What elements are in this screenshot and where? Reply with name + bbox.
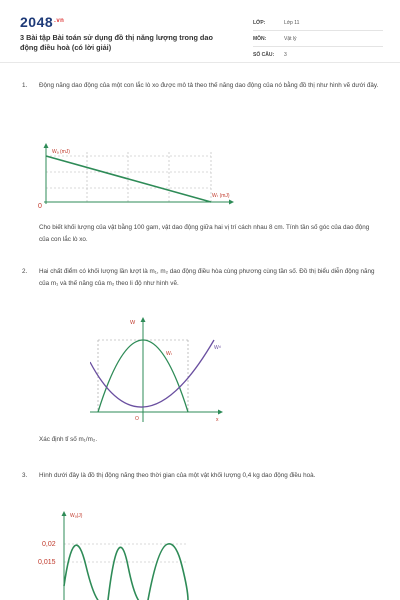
question-number: 3. [22, 472, 28, 479]
y-tick-label-2: 0,015 [38, 559, 56, 566]
x-axis-arrow [218, 410, 223, 415]
x-axis-arrow [229, 200, 234, 205]
page-title: 3 Bài tập Bài toán sử dụng đồ thị năng lượng trong dao động điều hoà (có lời giải) [20, 33, 213, 52]
potential-energy-curve [90, 340, 214, 407]
x-axis-label: Wₜ (mJ) [212, 193, 230, 199]
meta-row-count: SỐ CÂU: 3 [253, 47, 383, 63]
x-axis-label: x [216, 417, 219, 423]
kinetic-energy-time-curve [64, 544, 188, 600]
origin-label: O [135, 416, 139, 422]
question-number: 1. [22, 82, 28, 89]
question-text: Hình dưới đây là đồ thị động năng theo thời gian của một vật khối lượng 0,4 kg dao động điều hoà. [39, 472, 316, 479]
origin-label: 0 [38, 203, 42, 210]
question-2-followup: Xác định tỉ số m₁/m₂. [39, 436, 98, 443]
question-1-figure [36, 142, 236, 212]
energy-line [46, 156, 211, 202]
y-axis-label: Wₐ(J) [70, 513, 83, 519]
question-2-figure [90, 312, 240, 427]
y-axis-arrow [141, 317, 146, 322]
meta-row-subject: MÔN: Vật lý [253, 31, 383, 47]
meta-row-class: LỚP: Lớp 11 [253, 15, 383, 31]
curve-label-potential: Wᵈ [214, 345, 221, 351]
question-number: 2. [22, 268, 28, 275]
question-text: Động năng dao động của một con lắc lò xo được mô tả theo thế năng dao động của nó bằng đồ thị như hình vẽ dưới đây. [39, 82, 379, 89]
y-axis-label: Wₐ (mJ) [52, 149, 70, 155]
curve-label-kinetic: Wₜ [166, 351, 173, 357]
y-tick-label-1: 0,02 [42, 541, 56, 548]
site-logo[interactable]: $2048_{.vn}$ [20, 14, 65, 30]
question-3-figure [36, 506, 196, 600]
y-axis-arrow [62, 511, 67, 516]
y-axis-label: W [130, 320, 136, 326]
question-1-followup: Cho biết khối lượng của vật bằng 100 gam, vật dao động giữa hai vị trí cách nhau 8 cm. Tính tần số góc của dao động của con lắc lò xo. [39, 224, 370, 243]
y-axis-arrow [44, 143, 49, 148]
header-divider [0, 62, 400, 63]
page-header [0, 0, 400, 62]
meta-info [253, 15, 383, 63]
question-text: Hai chất điểm có khối lượng lần lượt là m₁, m₂ dao động điều hòa cùng phương cùng tần số. Đồ thị biểu diễn động năng của m₁ và thế năng của m₂ theo li độ như hình vẽ. [39, 268, 375, 287]
